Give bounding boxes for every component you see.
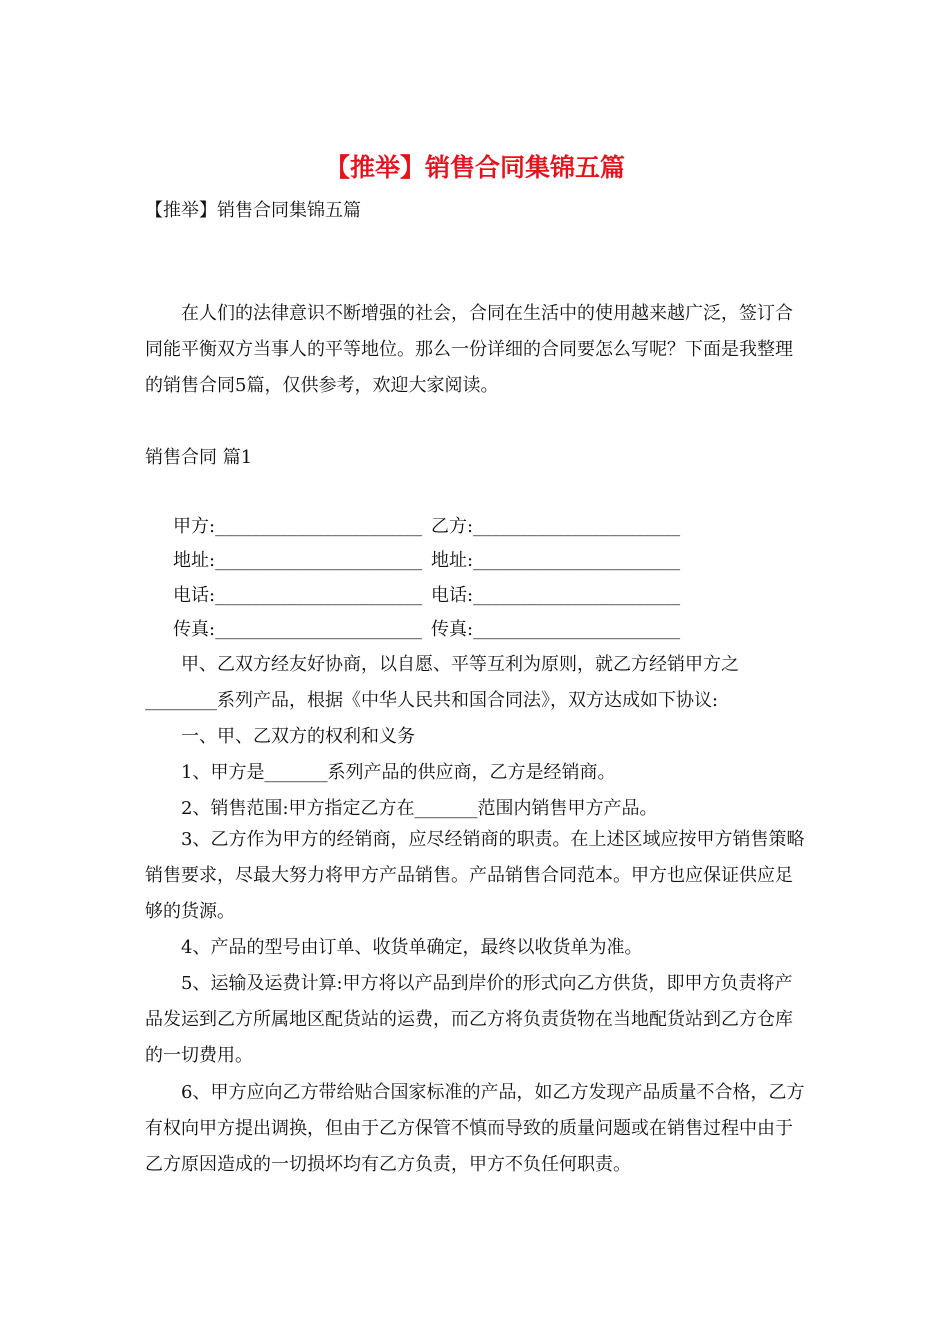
clause-item-6: 6、甲方应向乙方带给贴合国家标准的产品，如乙方发现产品质量不合格，乙方有权向甲方提出调换，但由于乙方保管不慎而导致的质量问题或在销售过程中由于乙方原因造成的一切损坏均有乙方负责，甲方不负任何职责。	[145, 1082, 805, 1175]
party-a-name-field: 甲方:_______________________	[173, 516, 423, 537]
party-b-name-field: 乙方:_______________________	[431, 516, 681, 537]
party-a-fax-field: 传真:_______________________	[173, 619, 423, 640]
clause-heading-rights: 一、甲、乙双方的权利和义务	[181, 726, 415, 747]
section-heading: 销售合同 篇1	[145, 447, 253, 468]
party-a-address-field: 地址:_______________________	[173, 550, 423, 571]
document-subtitle: 【推举】销售合同集锦五篇	[145, 200, 361, 221]
clause-item-4: 4、产品的型号由订单、收货单确定，最终以收货单为准。	[181, 937, 643, 958]
clause-item-2: 2、销售范围:甲方指定乙方在_______范围内销售甲方产品。	[181, 798, 658, 819]
clause-preamble: 甲、乙双方经友好协商，以自愿、平等互利为原则，就乙方经销甲方之________系列产品，根据《中华人民共和国合同法》，双方达成如下协议:	[145, 654, 739, 711]
clause-item-3: 3、乙方作为甲方的经销商，应尽经销商的职责。在上述区域应按甲方销售策略销售要求，尽最大努力将甲方产品销售。产品销售合同范本。甲方也应保证供应足够的货源。	[145, 829, 805, 922]
intro-paragraph: 在人们的法律意识不断增强的社会，合同在生活中的使用越来越广泛，签订合同能平衡双方当事人的平等地位。那么一份详细的合同要怎么写呢？下面是我整理的销售合同5篇，仅供参考，欢迎大家阅读。	[145, 303, 793, 396]
party-b-fax-field: 传真:_______________________	[431, 619, 681, 640]
clause-item-1: 1、甲方是_______系列产品的供应商，乙方是经销商。	[181, 762, 616, 783]
party-a-phone-field: 电话:_______________________	[173, 585, 423, 606]
clause-item-5: 5、运输及运费计算:甲方将以产品到岸价的形式向乙方供货，即甲方负责将产品发运到乙方所属地区配货站的运费，而乙方将负责货物在当地配货站到乙方仓库的一切费用。	[145, 973, 793, 1066]
party-b-address-field: 地址:_______________________	[431, 550, 681, 571]
document-title: 【推举】销售合同集锦五篇	[324, 153, 625, 182]
party-b-phone-field: 电话:_______________________	[431, 585, 681, 606]
